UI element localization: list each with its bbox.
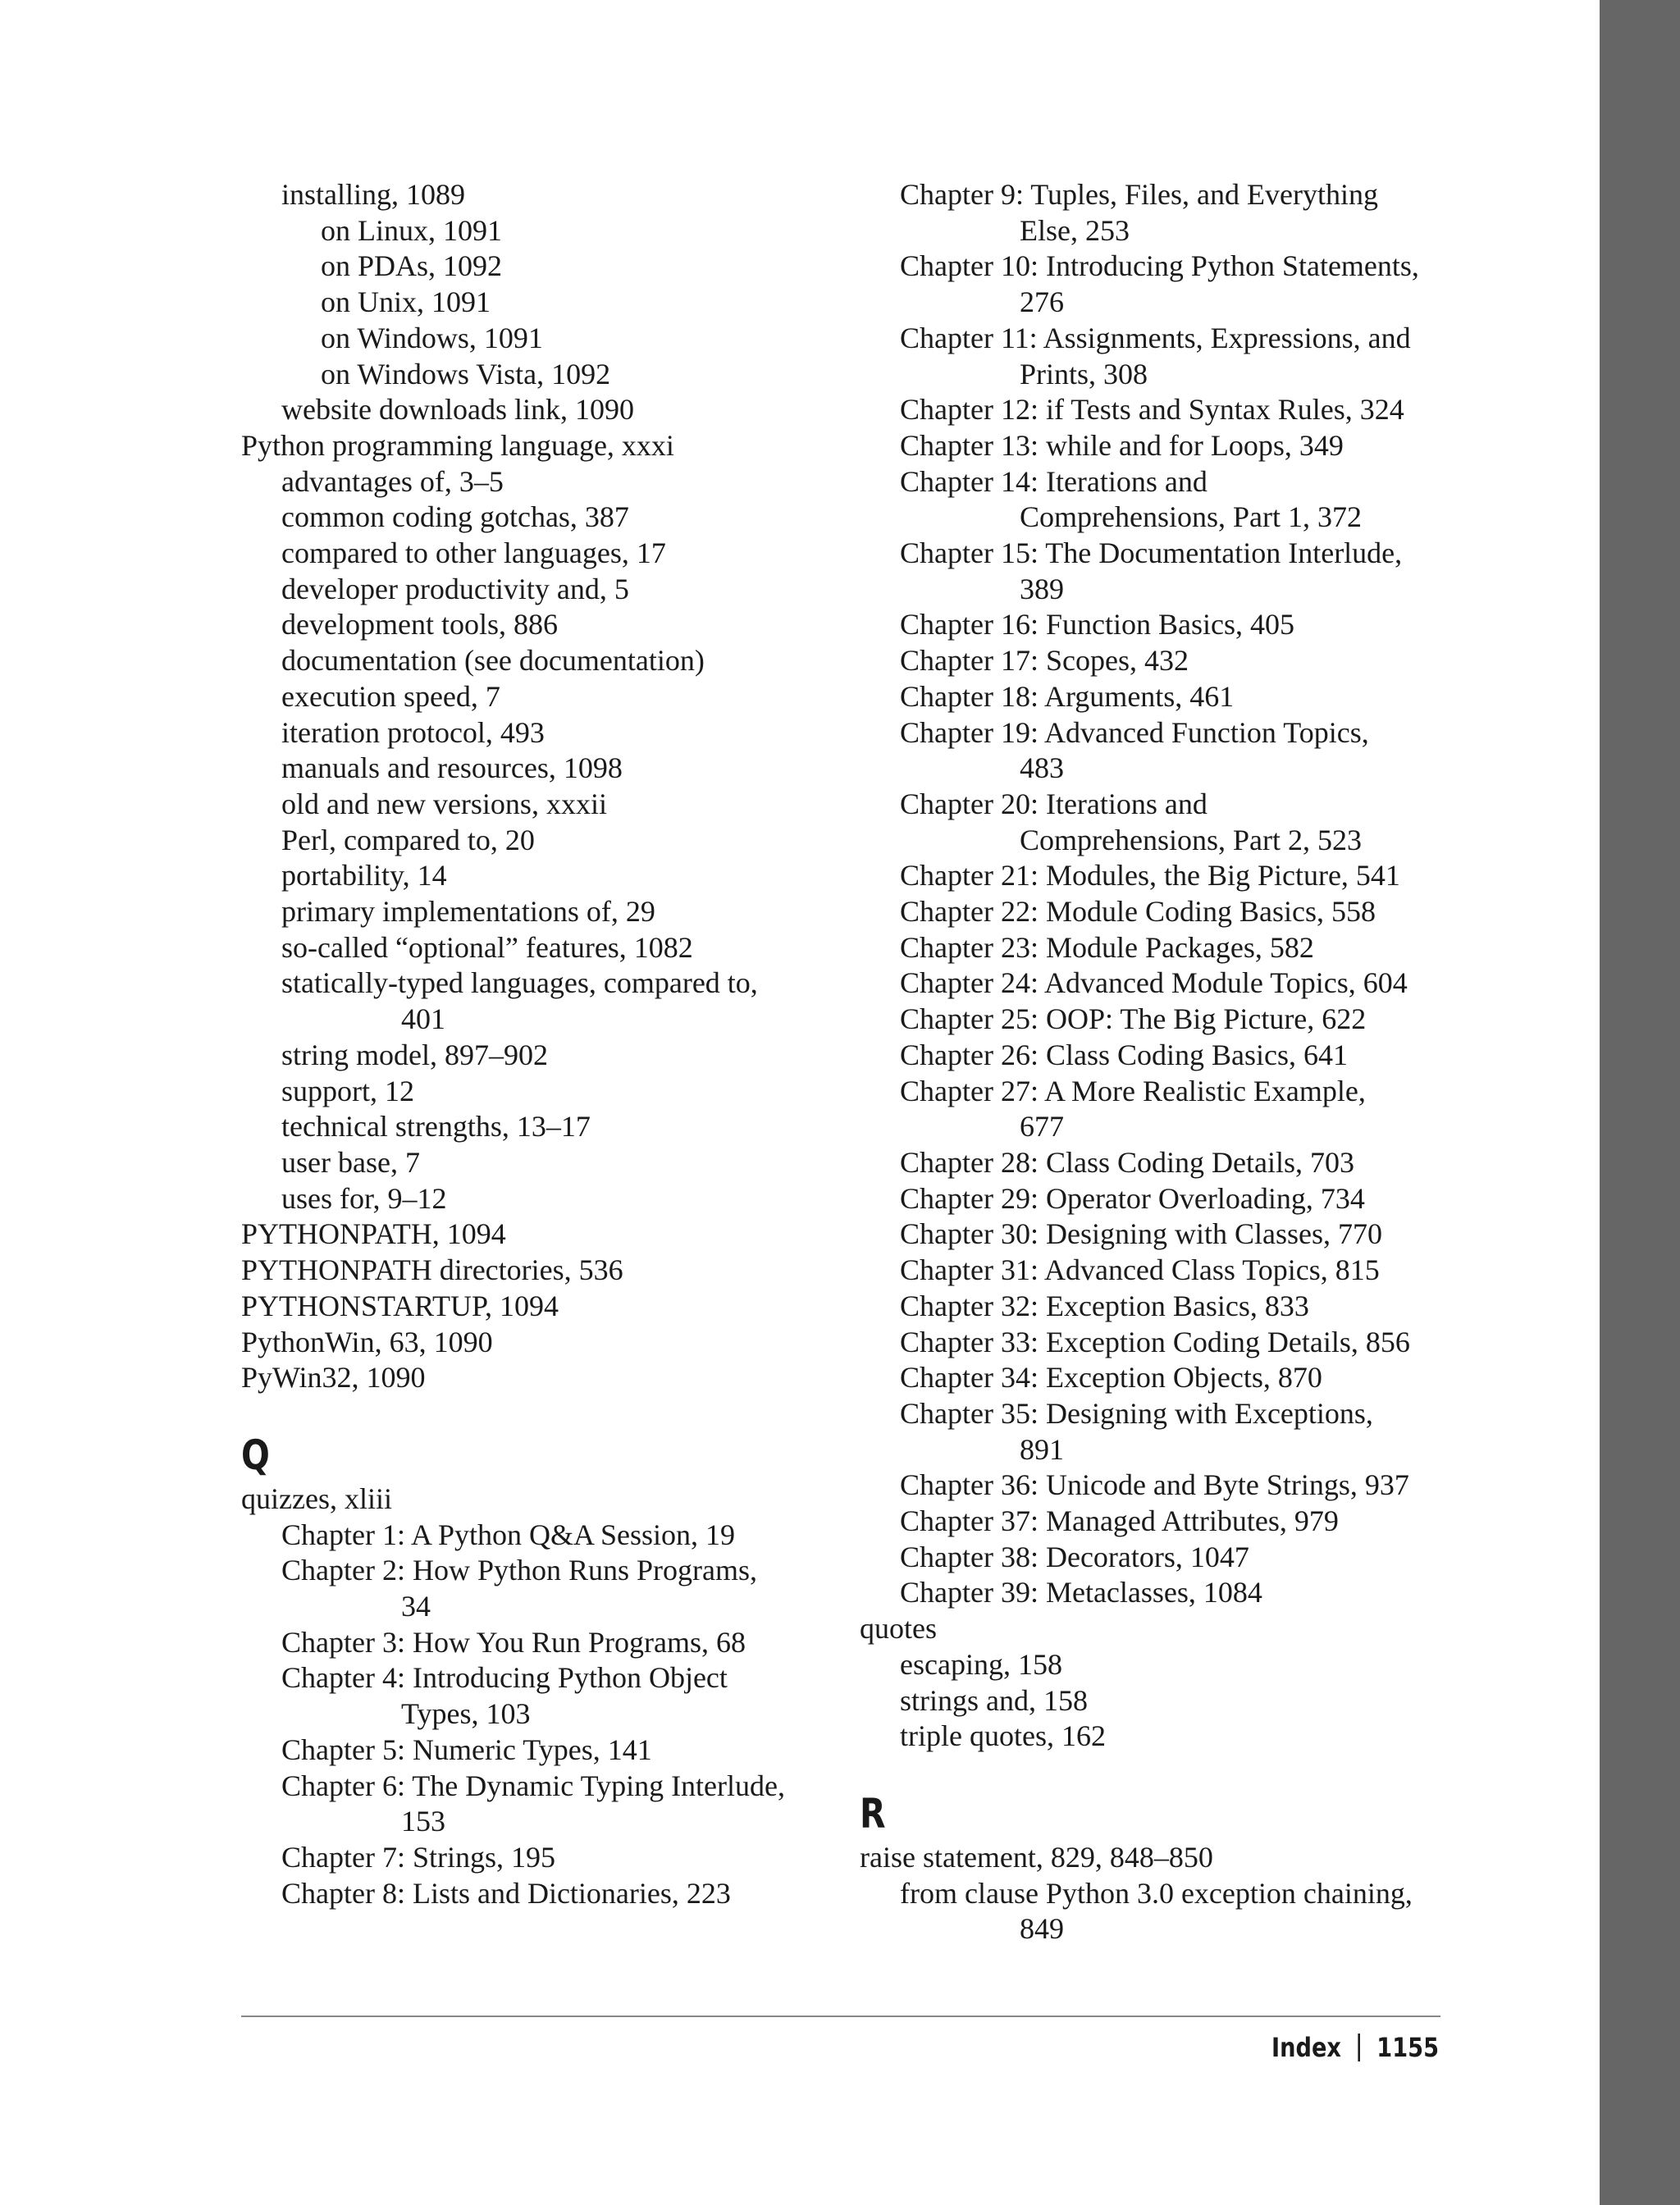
- index-entry-text: support, 12: [281, 1074, 414, 1107]
- index-subentry: [860, 1325, 1450, 1361]
- index-subentry: [860, 321, 1450, 392]
- index-entry: [241, 1360, 865, 1396]
- index-entry: [241, 428, 865, 464]
- index-subentry: [860, 1504, 1450, 1540]
- index-entry-text: Chapter 21: Modules, the Big Picture, 541: [900, 859, 1400, 892]
- index-subentry: [860, 428, 1450, 464]
- index-entry: [860, 1611, 1450, 1647]
- index-entry-text: installing, 1089: [281, 178, 465, 211]
- index-entry-text: Chapter 33: Exception Coding Details, 856: [900, 1325, 1410, 1358]
- index-entry: [241, 1253, 865, 1289]
- index-entry-text: string model, 897–902: [281, 1038, 548, 1071]
- index-entry-continuation: 389: [1020, 572, 1064, 605]
- index-subentry: [860, 1683, 1450, 1719]
- index-subentry: [241, 930, 865, 966]
- page-edge-strip: [1600, 0, 1680, 2205]
- index-entry-text: advantages of, 3–5: [281, 464, 504, 498]
- index-entry-text: Chapter 16: Function Basics, 405: [900, 608, 1294, 641]
- index-subentry: [860, 1289, 1450, 1325]
- index-entry-text: raise statement, 829, 848–850: [860, 1840, 1213, 1874]
- index-subentry: [241, 536, 865, 572]
- index-entry: [241, 1325, 865, 1361]
- index-entry-text: Chapter 22: Module Coding Basics, 558: [900, 895, 1376, 929]
- index-entry-continuation: 677: [1020, 1110, 1064, 1144]
- index-subentry: [860, 787, 1450, 858]
- index-entry-text: quizzes, xliii: [241, 1481, 392, 1515]
- index-subentry: [241, 392, 865, 428]
- index-subentry: [241, 1876, 865, 1912]
- index-entry-continuation: Comprehensions, Part 1, 372: [1020, 500, 1362, 534]
- footer-section-label: Index: [1271, 2032, 1341, 2063]
- index-entry-text: Chapter 24: Advanced Module Topics, 604: [900, 966, 1408, 1000]
- index-subentry: [860, 1468, 1450, 1504]
- index-entry-continuation: 153: [401, 1805, 445, 1838]
- index-entry-text: Chapter 4: Introducing Python Object: [281, 1661, 728, 1695]
- index-entry-text: on Windows Vista, 1092: [321, 357, 611, 390]
- index-subentry: [860, 1074, 1450, 1145]
- index-entry-text: Chapter 9: Tuples, Files, and Everything: [900, 178, 1378, 211]
- index-subentry: [860, 858, 1450, 894]
- index-subentry: [241, 751, 865, 787]
- index-entry-text: Chapter 29: Operator Overloading, 734: [900, 1181, 1365, 1215]
- index-entry-text: Chapter 20: Iterations and: [900, 787, 1208, 820]
- index-entry-text: Python programming language, xxxi: [241, 428, 674, 462]
- index-subsubentry: [241, 285, 865, 321]
- index-subentry: [860, 1396, 1450, 1468]
- index-subsubentry: [241, 357, 865, 393]
- index-subentry: [241, 1181, 865, 1217]
- index-entry-text: PYTHONPATH, 1094: [241, 1217, 506, 1251]
- index-entry-text: website downloads link, 1090: [281, 393, 634, 427]
- index-entry-text: strings and, 158: [900, 1683, 1088, 1717]
- index-entry-text: on Linux, 1091: [321, 213, 502, 247]
- index-entry-continuation: 849: [1020, 1912, 1064, 1946]
- index-subentry: [860, 1253, 1450, 1289]
- index-subentry: [860, 1002, 1450, 1038]
- index-entry-text: PythonWin, 63, 1090: [241, 1325, 493, 1358]
- index-entry-text: PYTHONPATH directories, 536: [241, 1253, 623, 1287]
- index-entry-text: technical strengths, 13–17: [281, 1110, 591, 1144]
- index-entry-text: primary implementations of, 29: [281, 895, 655, 929]
- index-subentry: [241, 966, 865, 1037]
- index-subentry: [860, 536, 1450, 607]
- index-subentry: [241, 1145, 865, 1181]
- index-subentry: [241, 1518, 865, 1554]
- index-subentry: [860, 249, 1450, 320]
- index-entry-text: execution speed, 7: [281, 679, 500, 713]
- index-entry: [241, 1217, 865, 1253]
- index-subentry: [241, 787, 865, 823]
- index-entry-text: Chapter 39: Metaclasses, 1084: [900, 1576, 1262, 1609]
- index-entry-text: on Windows, 1091: [321, 321, 543, 354]
- index-subentry: [860, 1575, 1450, 1611]
- index-entry-text: compared to other languages, 17: [281, 536, 666, 570]
- index-entry-continuation: Else, 253: [1020, 213, 1130, 247]
- index-subentry: [241, 679, 865, 715]
- index-entry-text: PYTHONSTARTUP, 1094: [241, 1289, 559, 1322]
- index-entry-text: manuals and resources, 1098: [281, 751, 623, 785]
- index-entry-text: Chapter 19: Advanced Function Topics,: [900, 715, 1369, 749]
- index-subentry: [241, 1840, 865, 1876]
- index-subentry: [241, 177, 865, 213]
- section-letter-heading: Q: [241, 1431, 270, 1479]
- index-entry-text: old and new versions, xxxii: [281, 787, 607, 820]
- index-entry-text: triple quotes, 162: [900, 1719, 1106, 1753]
- index-entry-text: Chapter 17: Scopes, 432: [900, 644, 1189, 678]
- index-subentry: [860, 966, 1450, 1002]
- index-subentry: [860, 894, 1450, 930]
- index-subentry: [241, 858, 865, 894]
- index-subsubentry: [241, 249, 865, 285]
- index-entry-text: developer productivity and, 5: [281, 572, 629, 605]
- index-subentry: [860, 643, 1450, 679]
- index-entry-text: Chapter 3: How You Run Programs, 68: [281, 1625, 746, 1659]
- index-subentry: [860, 715, 1450, 787]
- index-subentry: [241, 1038, 865, 1074]
- index-entry-text: Chapter 27: A More Realistic Example,: [900, 1074, 1366, 1107]
- index-entry-continuation: Comprehensions, Part 2, 523: [1020, 823, 1362, 856]
- index-entry-text: so-called “optional” features, 1082: [281, 930, 693, 964]
- index-entry: [860, 1840, 1450, 1876]
- index-subentry: [241, 894, 865, 930]
- index-entry-text: development tools, 886: [281, 608, 558, 641]
- index-subentry: [860, 1181, 1450, 1217]
- index-entry-text: Chapter 1: A Python Q&A Session, 19: [281, 1518, 736, 1551]
- index-entry-text: Chapter 15: The Documentation Interlude,: [900, 536, 1403, 570]
- index-subentry: [860, 1038, 1450, 1074]
- index-entry-text: Chapter 28: Class Coding Details, 703: [900, 1145, 1354, 1179]
- index-entry-text: Chapter 13: while and for Loops, 349: [900, 428, 1344, 462]
- index-subentry: [860, 464, 1450, 536]
- index-subentry: [241, 1109, 865, 1145]
- index-entry-text: Chapter 31: Advanced Class Topics, 815: [900, 1253, 1380, 1287]
- index-entry-text: Chapter 38: Decorators, 1047: [900, 1540, 1249, 1573]
- index-entry-continuation: Prints, 308: [1020, 357, 1148, 390]
- index-entry-text: Chapter 18: Arguments, 461: [900, 679, 1235, 713]
- index-subentry: [241, 1553, 865, 1624]
- index-subentry: [241, 1660, 865, 1732]
- index-subentry: [241, 1769, 865, 1840]
- index-entry-text: on Unix, 1091: [321, 285, 491, 319]
- index-entry-continuation: 34: [401, 1590, 431, 1623]
- index-subentry: [860, 1145, 1450, 1181]
- index-entry-text: iteration protocol, 493: [281, 715, 545, 749]
- index-subentry: [860, 1876, 1450, 1947]
- index-subentry: [241, 572, 865, 608]
- index-subentry: [241, 1732, 865, 1769]
- index-subentry: [241, 643, 865, 679]
- index-subentry: [241, 715, 865, 751]
- index-entry-text: from clause Python 3.0 exception chaining,: [900, 1876, 1413, 1910]
- index-entry: [241, 1481, 865, 1518]
- footer-separator: [1358, 2034, 1360, 2061]
- index-entry-text: uses for, 9–12: [281, 1181, 447, 1215]
- index-entry-text: on PDAs, 1092: [321, 249, 503, 283]
- index-entry-text: user base, 7: [281, 1145, 420, 1179]
- index-subentry: [860, 1719, 1450, 1755]
- index-subentry: [241, 1625, 865, 1661]
- index-entry-continuation: 401: [401, 1002, 445, 1036]
- index-entry-text: Chapter 26: Class Coding Basics, 641: [900, 1038, 1348, 1071]
- index-subentry: [860, 177, 1450, 249]
- index-entry-text: Chapter 23: Module Packages, 582: [900, 930, 1314, 964]
- index-entry-text: Chapter 25: OOP: The Big Picture, 622: [900, 1002, 1367, 1036]
- index-subentry: [860, 930, 1450, 966]
- index-entry-text: Chapter 6: The Dynamic Typing Interlude,: [281, 1769, 786, 1802]
- footer-page-number: 1155: [1376, 2032, 1439, 2063]
- index-entry-text: Chapter 36: Unicode and Byte Strings, 937: [900, 1468, 1409, 1502]
- index-entry-text: Chapter 10: Introducing Python Statements,: [900, 249, 1419, 283]
- index-entry-text: escaping, 158: [900, 1647, 1062, 1681]
- index-entry-text: statically-typed languages, compared to,: [281, 966, 758, 1000]
- index-entry-text: Chapter 35: Designing with Exceptions,: [900, 1396, 1373, 1430]
- index-entry-text: Chapter 7: Strings, 195: [281, 1840, 555, 1874]
- index-subentry: [860, 679, 1450, 715]
- index-subentry: [241, 500, 865, 536]
- section-letter-heading: R: [860, 1789, 886, 1838]
- index-column-left: [241, 177, 865, 1911]
- index-entry-text: documentation (see documentation): [281, 644, 705, 678]
- index-entry-text: common coding gotchas, 387: [281, 500, 629, 534]
- index-subentry: [241, 823, 865, 859]
- index-entry-text: Chapter 12: if Tests and Syntax Rules, 324: [900, 393, 1404, 427]
- index-subentry: [860, 1217, 1450, 1253]
- footer-rule: [241, 2016, 1440, 2017]
- index-entry-continuation: Types, 103: [401, 1697, 531, 1731]
- index-column-right: [860, 177, 1450, 1947]
- index-entry-text: Chapter 34: Exception Objects, 870: [900, 1361, 1322, 1395]
- index-entry-text: quotes: [860, 1612, 937, 1646]
- index-entry-text: Chapter 30: Designing with Classes, 770: [900, 1217, 1382, 1251]
- index-entry-text: Chapter 2: How Python Runs Programs,: [281, 1554, 757, 1587]
- index-entry-text: Chapter 5: Numeric Types, 141: [281, 1732, 652, 1766]
- index-subsubentry: [241, 321, 865, 357]
- index-entry-text: portability, 14: [281, 859, 447, 892]
- index-entry-text: Chapter 11: Assignments, Expressions, and: [900, 321, 1411, 354]
- index-entry-text: PyWin32, 1090: [241, 1361, 426, 1395]
- index-subentry: [241, 464, 865, 500]
- page-footer: [1271, 2029, 1439, 2066]
- index-subentry: [241, 1074, 865, 1110]
- index-entry-text: Chapter 8: Lists and Dictionaries, 223: [281, 1876, 731, 1910]
- index-subentry: [860, 1540, 1450, 1576]
- index-entry-continuation: 891: [1020, 1432, 1064, 1466]
- index-entry-continuation: 276: [1020, 285, 1064, 319]
- index-subentry: [860, 1360, 1450, 1396]
- index-entry-text: Chapter 37: Managed Attributes, 979: [900, 1504, 1339, 1538]
- index-entry-text: Perl, compared to, 20: [281, 823, 535, 856]
- index-entry-continuation: 483: [1020, 751, 1064, 785]
- index-subentry: [860, 607, 1450, 643]
- index-entry: [241, 1289, 865, 1325]
- index-entry-text: Chapter 14: Iterations and: [900, 464, 1208, 498]
- index-entry-text: Chapter 32: Exception Basics, 833: [900, 1289, 1309, 1322]
- index-subentry: [860, 392, 1450, 428]
- index-subentry: [860, 1647, 1450, 1683]
- index-subsubentry: [241, 213, 865, 249]
- index-subentry: [241, 607, 865, 643]
